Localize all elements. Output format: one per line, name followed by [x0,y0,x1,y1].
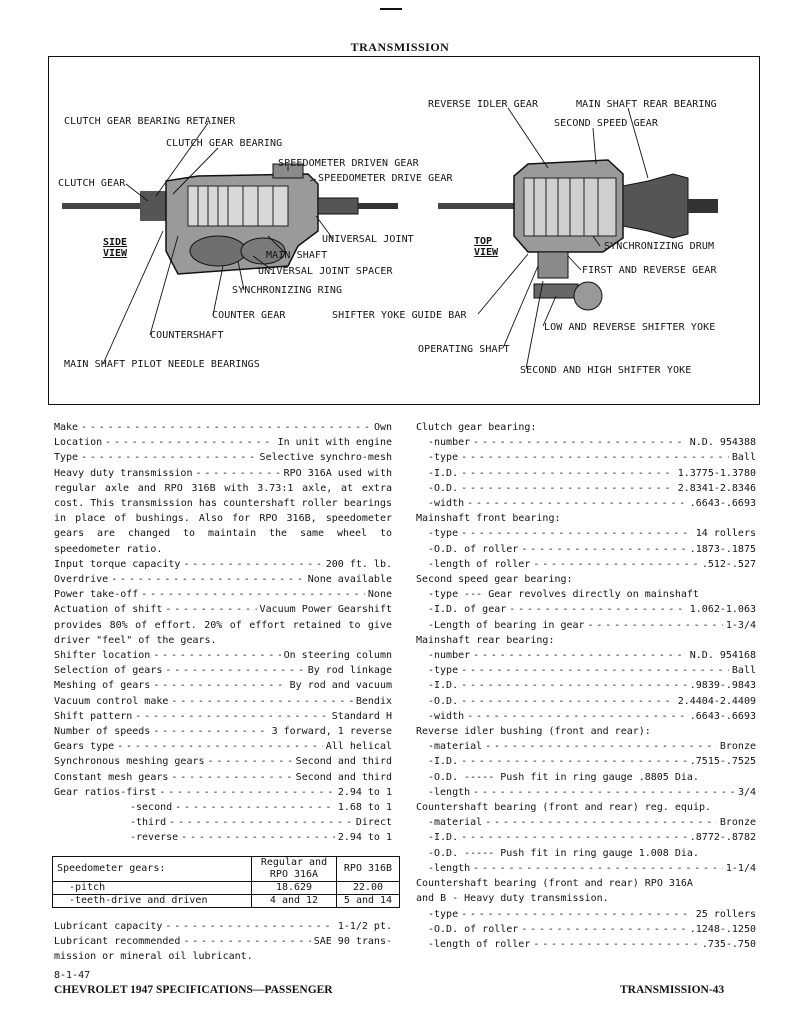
section-heading: Second speed gear bearing: [416,574,573,586]
spec-row: -type --- Gear revolves directly on mainshaft [428,589,699,601]
left-spec-column [54,420,392,846]
spec-row: Number of speeds - - - 3 forward, 1 reverse [54,724,392,739]
spec-row: Make - - - Own [54,420,392,435]
spec-row: -type - - - Ball [416,663,756,678]
label-universal-joint-spacer: UNIVERSAL JOINT SPACER [258,266,393,277]
label-low-and-reverse-shifter-yoke: LOW AND REVERSE SHIFTER YOKE [544,322,716,333]
spec-row: -O.D. - - - 2.4404-2.4409 [416,694,756,709]
spec-row: Vacuum control make - - - Bendix [54,694,392,709]
spec-row: Constant mesh gears - - - Second and third [54,770,392,785]
page-title: TRANSMISSION [350,40,450,54]
label-clutch-gear-bearing-retainer: CLUTCH GEAR BEARING RETAINER [64,116,236,127]
section-heading: Reverse idler bushing (front and rear): [416,726,651,738]
label-reverse-idler-gear: REVERSE IDLER GEAR [428,99,539,110]
table-cell: 5 and 14 [337,895,400,908]
label-universal-joint: UNIVERSAL JOINT [322,234,414,245]
spec-row: -third - - - Direct [54,815,392,830]
top-view-label: TOP VIEW [474,236,499,258]
spec-row: -length of roller - - - .735-.750 [416,937,756,952]
table-cell: RPO 316B [337,857,400,882]
spec-row: -length - - - 3/4 [416,785,756,800]
label-speedometer-drive-gear: SPEEDOMETER DRIVE GEAR [318,173,453,184]
spec-row: Shifter location - - - On steering column [54,648,392,663]
table-cell: 22.00 [337,882,400,895]
footer-page-number: TRANSMISSION-43 [620,984,725,996]
spec-row: -width - - - .6643-.6693 [416,496,756,511]
section-heading: Mainshaft front bearing: [416,513,561,525]
table-cell: -teeth-drive and driven [53,895,252,908]
spec-row: -I.D. - - - .7515-.7525 [416,754,756,769]
label-operating-shaft: OPERATING SHAFT [418,344,510,355]
top-view-drawing [438,160,718,310]
spec-row: -O.D. of roller - - - .1873-.1875 [416,542,756,557]
spec-row: -type - - - 14 rollers [416,526,756,541]
spec-row: -I.D. - - - 1.3775-1.3780 [416,466,756,481]
label-first-and-reverse-gear: FIRST AND REVERSE GEAR [582,265,717,276]
actuation-paragraph: provides 80% of effort. 20% of effort retained to give driver "feel" of the gears. [54,619,392,646]
section-heading: Countershaft bearing (front and rear) reg. equip. [416,802,712,814]
table-cell: Speedometer gears: [53,857,252,882]
label-synchronizing-drum: SYNCHRONIZING DRUM [604,241,715,252]
label-second-and-high-shifter-yoke: SECOND AND HIGH SHIFTER YOKE [520,365,692,376]
label-clutch-gear-bearing: CLUTCH GEAR BEARING [166,138,283,149]
spec-row: Heavy duty transmission - - - RPO 316A used with [54,466,392,481]
spec-row: -I.D. of gear - - - 1.062-1.063 [416,602,756,617]
table-cell: -pitch [53,882,252,895]
label-clutch-gear: CLUTCH GEAR [58,178,126,189]
label-shifter-yoke-guide-bar: SHIFTER YOKE GUIDE BAR [332,310,467,321]
label-main-shaft-pilot-needle-bearings: MAIN SHAFT PILOT NEEDLE BEARINGS [64,359,260,370]
spec-row: Input torque capacity - - - 200 ft. lb. [54,557,392,572]
footer-publication: CHEVROLET 1947 SPECIFICATIONS—PASSENGER [54,984,333,996]
top-rule [380,8,402,10]
right-spec-column [416,420,756,952]
label-speedometer-driven-gear: SPEEDOMETER DRIVEN GEAR [278,158,419,169]
spec-row: -I.D. - - - .9839-.9843 [416,678,756,693]
spec-row: -number - - - N.D. 954388 [416,435,756,450]
footer-date: 8-1-47 [54,970,91,981]
label-countershaft: COUNTERSHAFT [150,330,224,341]
speedometer-gears-table [52,856,400,908]
section-heading: Clutch gear bearing: [416,422,537,433]
label-second-speed-gear: SECOND SPEED GEAR [554,118,659,129]
table-row [53,882,400,895]
spec-row: -type - - - Ball [416,450,756,465]
spec-row: -O.D. ----- Push fit in ring gauge 1.008 Dia. [428,847,699,859]
section-heading: and B - Heavy duty transmission. [416,893,609,905]
spec-row: -I.D. - - - .8772-.8782 [416,830,756,845]
table-cell: 18.629 [252,882,337,895]
spec-row: -O.D. ----- Push fit in ring gauge .8805 Dia. [428,771,699,783]
spec-row: Synchronous meshing gears - - - Second and third [54,754,392,769]
spec-row: -length of roller - - - .512-.527 [416,557,756,572]
spec-row: -material - - - Bronze [416,739,756,754]
spec-row: -Length of bearing in gear - - - 1-3/4 [416,618,756,633]
spec-row: Meshing of gears - - - By rod and vacuum [54,678,392,693]
spec-row: Gear ratios-first - - - 2.94 to 1 [54,785,392,800]
spec-row: Lubricant capacity - - - 1-1/2 pt. [54,919,392,934]
table-cell: 4 and 12 [252,895,337,908]
spec-row: -reverse - - - 2.94 to 1 [54,830,392,845]
spec-row: -width - - - .6643-.6693 [416,709,756,724]
table-row [53,895,400,908]
spec-row: Lubricant recommended - - - SAE 90 trans- [54,934,392,949]
side-view-label: SIDE VIEW [103,237,128,259]
label-main-shaft: MAIN SHAFT [266,250,328,261]
spec-row: -O.D. of roller - - - .1248-.1250 [416,922,756,937]
spec-row: Overdrive - - - None available [54,572,392,587]
spec-row: -length - - - 1-1/4 [416,861,756,876]
spec-row: -second - - - 1.68 to 1 [54,800,392,815]
section-heading: Countershaft bearing (front and rear) RPO 316A [416,878,693,890]
spec-row: Selection of gears - - - By rod linkage [54,663,392,678]
spec-row: Shift pattern - - - Standard H [54,709,392,724]
label-counter-gear: COUNTER GEAR [212,310,286,321]
spec-row: Power take-off - - - None [54,587,392,602]
table-cell: Regular and RPO 316A [252,857,337,882]
spec-row: Gears type - - - All helical [54,739,392,754]
label-synchronizing-ring: SYNCHRONIZING RING [232,285,343,296]
heavy-duty-paragraph: regular axle and RPO 316B with 3.73:1 axle, at extra cost. This transmission has countershaft roller bearings in place of bushings. Also for RPO 316B, speedometer gears are changed to maintain the same wheel to speedometer ratio. [54,482,392,555]
label-main-shaft-rear-bearing: MAIN SHAFT REAR BEARING [576,99,717,110]
spec-row: -type - - - 25 rollers [416,907,756,922]
section-heading: Mainshaft rear bearing: [416,634,555,646]
spec-row: Actuation of shift - - - Vacuum Power Gearshift [54,602,392,617]
lubricant-continuation: mission or mineral oil lubricant. [54,951,253,963]
spec-row: -number - - - N.D. 954168 [416,648,756,663]
spec-row: Type - - - Selective synchro-mesh [54,450,392,465]
spec-row: Location - - - In unit with engine [54,435,392,450]
spec-row: -O.D. - - - 2.8341-2.8346 [416,481,756,496]
table-header-row [53,857,400,882]
spec-row: -material - - - Bronze [416,815,756,830]
lubricant-section [54,919,392,965]
